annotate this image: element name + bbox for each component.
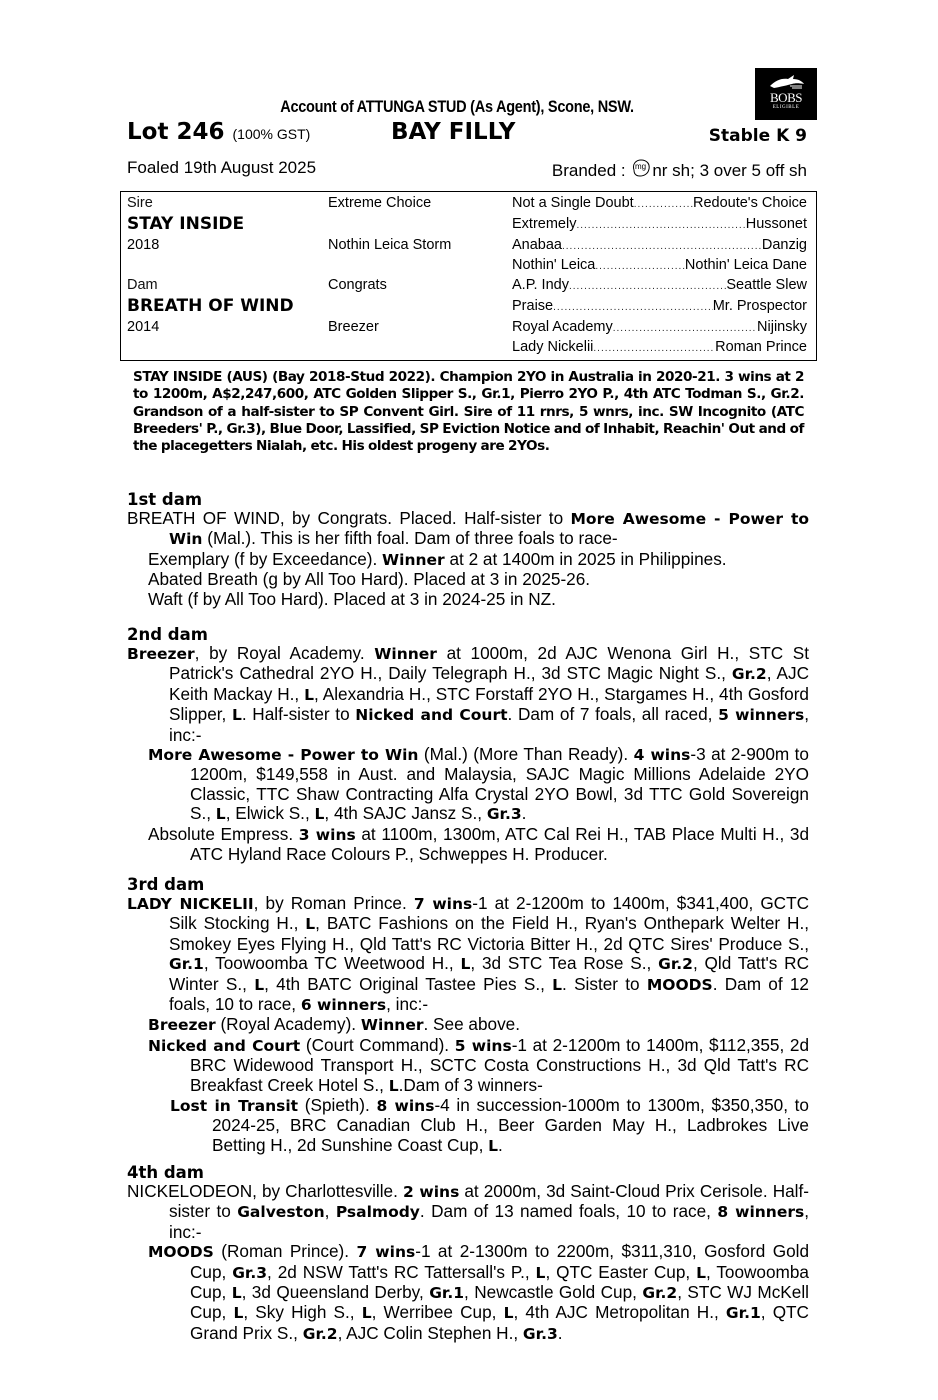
text: , 4th BATC Original Tastee Pies S., [264, 973, 553, 994]
text: BREATH OF WIND, by Congrats. Placed. Half-sister to [127, 508, 571, 528]
leader-dots [634, 195, 693, 211]
section-heading: 3rd dam [127, 875, 205, 894]
vendor-account: Account of ATTUNGA STUD (As Agent), Scone, NSW. [280, 98, 634, 116]
bold-text: L [231, 1284, 242, 1303]
text: at 2000m, 3d Saint-Cloud Prix Cerisole. Half-sister to [169, 1181, 809, 1222]
text: , QTC Easter Cup, [545, 1261, 697, 1282]
bold-text: L [361, 1304, 372, 1323]
bold-text: L [460, 955, 471, 974]
text: , AJC Colin Stephen H., [337, 1322, 523, 1343]
text: . See above. [423, 1014, 521, 1035]
bold-text: 8 winners [717, 1203, 805, 1222]
bold-text: Winner [360, 1016, 424, 1035]
text: -3 at 2-900m to 1200m, $149,558 in Aust. and Malaysia, SAJC Magic Millions Adelaide 2YO Classic, TTC Shaw Contracting Alfa Crystal 2YO Bowl, 3d TTC Gold Sovereign S., [190, 744, 809, 824]
great-grandparent-row [512, 237, 807, 253]
sire-summary: STAY INSIDE (AUS) (Bay 2018-Stud 2022). Champion 2YO in Australia in 2020-21. 3 wins at 2 to 1200m, A$2,247,600, ATC Golden Slipper S., Gr.1, Pierro 2YO P., 4th ATC Todman S., Gr.2. Grandson of a half-sister to SP Convent Girl. Sire of 11 rnrs, 5 wnrs, inc. SW Incognito (ATC Breeders' P., Gr.3), Blue Door, Lassified, SP Eviction Notice and of Inhabit, Reachin' Out and of the placegetters Nialah, etc. His oldest progeny are 2YOs. [133, 369, 804, 455]
bold-text: 5 wins [454, 1036, 512, 1055]
bold-text: Lost in Transit [170, 1097, 299, 1116]
text: , 4th SAJC Jansz S., [324, 803, 487, 824]
foaled-date: Foaled 19th August 2025 [127, 158, 317, 177]
text: , Toowoomba TC Weetwood H., [203, 953, 461, 974]
fourth-dam-section [127, 1163, 809, 1344]
leader-dots [569, 277, 726, 293]
text: at 2 at 1400m in 2025 in Philippines. [444, 548, 727, 569]
text: Exemplary (f by Exceedance). [148, 548, 383, 569]
text: -1 at 2-1200m to 1400m, $112,355, 2d BRC Widewood Transport H., SCTC Costa Constructions H., 3d Qld Tatt's RC Breakfast Creek Hotel S., [190, 1034, 810, 1095]
bold-text: Gr.2 [658, 955, 693, 974]
text: . Dam of 12 foals, 10 to race, [169, 973, 809, 1015]
dam-paragraph [127, 644, 809, 745]
text: , inc:- [169, 704, 809, 745]
sire-year: 2018 [127, 237, 160, 253]
bold-text: Breezer [148, 1016, 216, 1035]
leader-dots [562, 237, 762, 253]
gg-right: Nothin' Leica Dane [684, 257, 807, 273]
text: Absolute Empress. [148, 823, 299, 844]
text: , QTC Grand Prix S., [190, 1302, 809, 1343]
bold-text: Gr.3 [232, 1263, 268, 1282]
third-dam-section [127, 875, 809, 1156]
bold-text: L [488, 1136, 499, 1155]
branded-suffix: nr sh; 3 over 5 off sh [652, 161, 807, 180]
gg-left: Royal Academy [512, 319, 613, 335]
text: , 4th AJC Metropolitan H., [513, 1302, 726, 1323]
progeny-entry [127, 745, 809, 825]
bold-text: Gr.2 [302, 1324, 338, 1343]
section-heading: 2nd dam [127, 625, 208, 644]
bold-text: Winner [382, 550, 445, 569]
gg-right: Hussonet [745, 216, 807, 232]
text: . Dam of 7 foals, all raced, [507, 704, 719, 725]
great-grandparent-row [512, 298, 807, 314]
sire-name: STAY INSIDE [127, 214, 245, 234]
leader-dots [553, 298, 713, 314]
dam-paragraph [127, 894, 809, 1015]
text: , Elwick S., [225, 803, 315, 824]
progeny-entry [127, 1036, 809, 1096]
gg-left: Praise [512, 298, 554, 314]
bold-text: L [215, 805, 226, 824]
gg-left: Nothin' Leica [512, 257, 596, 273]
dam-dam: Breezer [328, 319, 379, 335]
foal-entry: Abated Breath (g by All Too Hard). Placed at 3 in 2025-26. [148, 569, 591, 590]
great-grandparent-row [512, 195, 807, 211]
bold-text: L [305, 915, 316, 934]
text: . Dam of 13 named foals, 10 to race, [419, 1201, 718, 1222]
bold-text: More Awesome - Power to Win [148, 746, 419, 765]
bold-text: L [552, 975, 563, 994]
leader-dots [576, 216, 745, 232]
bold-text: MOODS [148, 1243, 214, 1262]
branded-prefix: Branded : [551, 161, 631, 180]
gg-right: Nijinsky [757, 319, 807, 335]
bold-text: L [535, 1263, 546, 1282]
bold-text: Gr.1 [725, 1304, 761, 1323]
bobs-eligible-logo [755, 68, 817, 120]
dam-label: Dam [127, 277, 158, 293]
text: (Mal.) (More Than Ready). [418, 744, 634, 765]
bold-text: 7 wins [413, 895, 473, 913]
foal-entry [127, 550, 809, 570]
gg-right: Redoute's Choice [692, 195, 807, 211]
dam-year: 2014 [127, 319, 160, 335]
bold-text: Gr.2 [731, 665, 767, 684]
bold-text: Galveston [237, 1203, 325, 1222]
text: -1 at 2-1200m to 1400m, $341,400, GCTC Silk Stocking H., [169, 893, 810, 934]
progeny-entry [127, 1015, 809, 1035]
gg-left: A.P. Indy [512, 277, 569, 293]
foal-entry: Waft (f by All Too Hard). Placed at 3 in 2024-25 in NZ. [148, 588, 556, 609]
horse-head-icon [766, 72, 806, 92]
bold-text: 7 wins [356, 1243, 416, 1262]
gg-right: Danzig [761, 237, 807, 253]
text: , Newcastle Gold Cup, [464, 1282, 643, 1303]
brand-info [552, 158, 807, 181]
great-grandparent-row [512, 319, 807, 335]
gg-left: Not a Single Doubt [512, 195, 634, 211]
bold-text: L [696, 1263, 706, 1282]
dam-name: BREATH OF WIND [127, 296, 294, 316]
bold-text: More Awesome - Power to Win [169, 510, 810, 549]
text: at 1000m, 2d AJC Wenona Girl H., STC St Patrick's Cathedral 2YO H., Daily Telegraph H., 3d STC Magic Night S., [169, 643, 809, 684]
bold-text: LADY NICKELII [127, 895, 254, 913]
text: . [521, 803, 527, 824]
bold-text: 4 wins [633, 746, 691, 765]
bold-text: Gr.2 [642, 1284, 678, 1303]
text: (Mal.). This is her fifth foal. Dam of three foals to race- [202, 528, 618, 549]
text: . [498, 1134, 503, 1155]
stable-location: Stable K 9 [708, 126, 807, 146]
text: -4 in succession-1000m to 1300m, $350,350, to 2024-25, BRC Canadian Club H., Beer Garden May H., Ladbrokes Live Betting H., 2d Sunshine Coast Cup, [212, 1095, 809, 1155]
gg-right: Seattle Slew [726, 277, 807, 293]
text: .Dam of 3 winners- [398, 1074, 543, 1095]
svg-text:mg: mg [635, 162, 647, 171]
bold-text: 5 winners [718, 706, 805, 725]
bold-text: L [304, 685, 315, 704]
dam-paragraph [127, 509, 809, 550]
text: (Court Command). [300, 1034, 455, 1055]
bold-text: Gr.1 [429, 1284, 465, 1303]
leader-dots [595, 257, 685, 273]
mg-brand-mark-icon [630, 158, 652, 178]
text: , [324, 1201, 336, 1222]
gg-left: Lady Nickelii [512, 339, 594, 355]
text: , by Roman Prince. [253, 893, 414, 913]
bold-text: 3 wins [298, 825, 356, 844]
text: , Alexandria H., STC Forstaff 2YO H., Stargames H., 4th Gosford Slipper, [169, 683, 809, 725]
text: (Royal Academy). [215, 1014, 361, 1035]
bold-text: 8 wins [376, 1097, 435, 1116]
great-grandparent-row [512, 216, 807, 232]
text: , 3d STC Tea Rose S., [470, 953, 659, 974]
text: at 1100m, 1300m, ATC Cal Rei H., TAB Place Multi H., 3d ATC Hyland Race Colours P., Schweppes H. Producer. [190, 823, 810, 865]
bold-text: Gr.3 [522, 1324, 558, 1343]
text: , AJC Keith Mackay H., [169, 663, 809, 704]
lot-number [127, 119, 310, 145]
sire-dam: Nothin Leica Storm [328, 237, 452, 253]
great-grandparent-row [512, 339, 807, 355]
text: -1 at 2-1300m to 2200m, $311,310, Gosford Gold Cup, [190, 1241, 810, 1282]
text: , Sky High S., [243, 1302, 362, 1323]
gg-left: Extremely [512, 216, 577, 232]
sire-sire: Extreme Choice [328, 195, 432, 211]
bold-text: L [254, 975, 265, 994]
bold-text: Psalmody [335, 1203, 420, 1222]
text: , Qld Tatt's RC Winter S., [169, 953, 809, 994]
bold-text: Nicked and Court [355, 706, 508, 725]
second-dam-section [127, 625, 809, 864]
logo-text-eligible: ELIGIBLE [772, 105, 800, 110]
text: , 2d NSW Tatt's RC Tattersall's P., [267, 1261, 536, 1282]
text: (Spieth). [298, 1095, 377, 1116]
bold-text: Winner [374, 645, 437, 663]
gg-right: Mr. Prospector [712, 298, 807, 314]
text: , inc:- [169, 1201, 809, 1242]
text: (Roman Prince). [213, 1241, 357, 1262]
first-dam-section [127, 490, 809, 609]
dam-paragraph [127, 1182, 809, 1242]
bold-text: 6 winners [300, 996, 387, 1015]
leader-dots [613, 319, 757, 335]
bold-text: MOODS [646, 975, 713, 994]
bold-text: Nicked and Court [148, 1036, 301, 1055]
gst-note: (100% GST) [232, 126, 311, 142]
text: . Sister to [562, 973, 647, 994]
text: , 3d Queensland Derby, [241, 1282, 430, 1303]
bold-text: L [233, 1304, 244, 1323]
lot-header [127, 119, 811, 151]
text: , Toowoomba Cup, [190, 1261, 809, 1303]
bold-text: L [388, 1076, 399, 1095]
sire-label: Sire [127, 195, 153, 211]
text: NICKELODEON, by Charlottesville. [127, 1181, 403, 1201]
section-heading: 1st dam [127, 490, 203, 509]
gg-left: Anabaa [512, 237, 562, 253]
text: , inc:- [386, 994, 429, 1015]
text: . Half-sister to [241, 704, 356, 725]
bold-text: Gr.1 [169, 955, 204, 974]
great-grandparent-row [512, 257, 807, 273]
bold-text: L [503, 1304, 514, 1323]
lot-label: Lot 246 [127, 119, 225, 145]
text: . [557, 1322, 563, 1343]
bold-text: Gr.3 [486, 805, 522, 824]
bold-text: Breezer [127, 645, 195, 663]
gg-right: Roman Prince [715, 339, 807, 355]
section-heading: 4th dam [127, 1163, 204, 1182]
pedigree-table [120, 191, 817, 361]
progeny-entry [127, 1096, 809, 1156]
dam-sire: Congrats [328, 277, 387, 293]
text: , Werribee Cup, [371, 1302, 504, 1323]
bold-text: L [231, 706, 242, 725]
great-grandparent-row [512, 277, 807, 293]
text: , by Royal Academy. [194, 643, 375, 663]
bold-text: L [314, 805, 325, 824]
bold-text: 2 wins [402, 1183, 460, 1201]
text: , STC WJ McKell Cup, [190, 1282, 809, 1323]
logo-text-bobs: BOBS [770, 90, 802, 105]
leader-dots [593, 339, 715, 355]
progeny-entry [127, 1242, 809, 1344]
text: , BATC Fashions on the Field H., Ryan's Onthepark Welter H., Smokey Eyes Flying H., Qld Tatt's RC Victoria Bitter H., 2d QTC Sires' Produce S., [169, 913, 810, 954]
progeny-entry [127, 825, 809, 865]
horse-description: BAY FILLY [391, 119, 516, 145]
